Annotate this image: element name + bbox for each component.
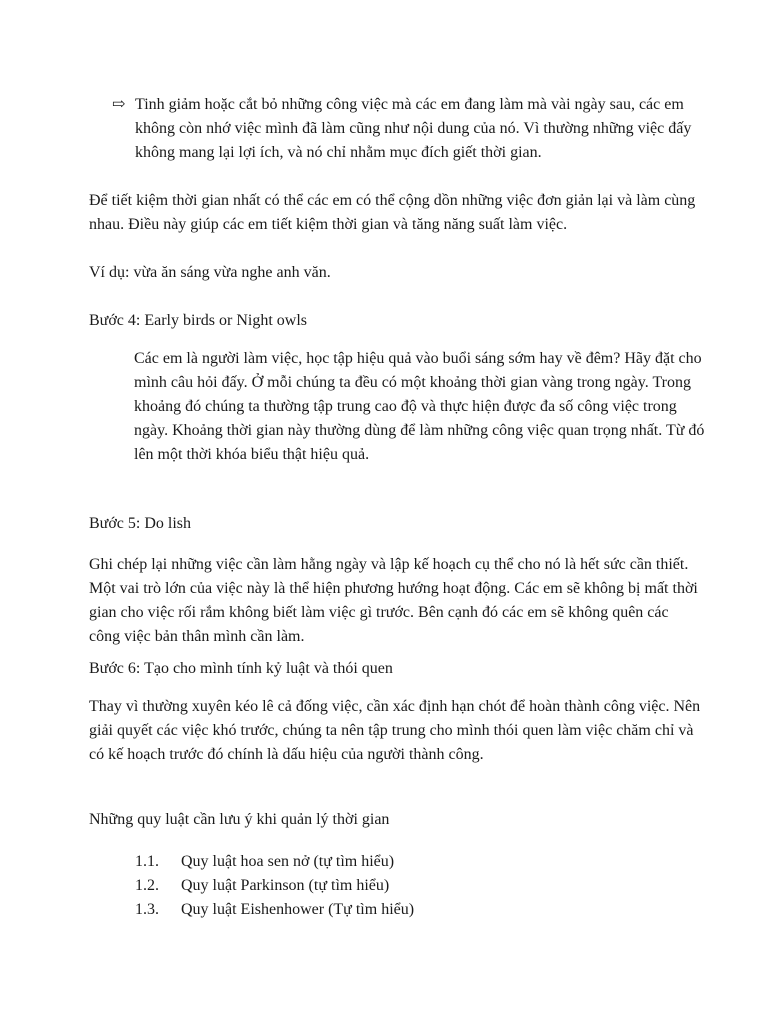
step6-body: Thay vì thường xuyên kéo lê cả đống việc, cần xác định hạn chót để hoàn thành công việc. Nên giải quyết các việc khó trước, chúng ta nên tập trung cho mình thói quen làm việc chăm chỉ và có kế hoạch trước đó chính là dấu hiệu của người thành công. bbox=[89, 698, 701, 763]
example-line: Ví dụ: vừa ăn sáng vừa nghe anh văn. bbox=[89, 264, 331, 281]
list-item-text: Quy luật Eishenhower (Tự tìm hiểu) bbox=[181, 901, 415, 918]
arrow-bullet-icon: ⇨ bbox=[112, 96, 126, 113]
step4-heading: Bước 4: Early birds or Night owls bbox=[89, 312, 307, 329]
list-item bbox=[135, 850, 615, 874]
list-item-number: 1.2. bbox=[135, 877, 159, 894]
bullet-item bbox=[112, 93, 702, 165]
tip-paragraph: Để tiết kiệm thời gian nhất có thể các em có thể cộng dồn những việc đơn giản lại và làm cùng nhau. Điều này giúp các em tiết kiệm thời gian và tăng năng suất làm việc. bbox=[89, 192, 696, 233]
list-item bbox=[135, 898, 615, 922]
rules-list bbox=[135, 850, 615, 922]
list-item bbox=[135, 874, 615, 898]
list-item-text: Quy luật Parkinson (tự tìm hiểu) bbox=[181, 877, 390, 894]
list-item-number: 1.1. bbox=[135, 853, 159, 870]
list-item-number: 1.3. bbox=[135, 901, 159, 918]
step6-heading: Bước 6: Tạo cho mình tính kỷ luật và thói quen bbox=[89, 660, 393, 677]
list-item-text: Quy luật hoa sen nở (tự tìm hiểu) bbox=[181, 853, 395, 870]
step5-heading: Bước 5: Do lish bbox=[89, 515, 192, 532]
step5-body: Ghi chép lại những việc cần làm hằng ngày và lập kế hoạch cụ thể cho nó là hết sức cần thiết. Một vai trò lớn của việc này là thể hiện phương hướng hoạt động. Các em sẽ không bị mất thời gian cho việc rối rắm không biết làm việc gì trước. Bên cạnh đó các em sẽ không quên các công việc bản thân mình cần làm. bbox=[89, 556, 698, 645]
rules-heading: Những quy luật cần lưu ý khi quản lý thời gian bbox=[89, 811, 390, 828]
step4-body: Các em là người làm việc, học tập hiệu quả vào buổi sáng sớm hay về đêm? Hãy đặt cho mình câu hỏi đấy. Ở mỗi chúng ta đều có một khoảng thời gian vàng trong ngày. Trong khoảng đó chúng ta thường tập trung cao độ và thực hiện được đa số công việc trong ngày. Khoảng thời gian này thường dùng để làm những công việc quan trọng nhất. Từ đó lên một thời khóa biểu thật hiệu quả. bbox=[134, 350, 705, 463]
bullet-text: Tinh giảm hoặc cắt bỏ những công việc mà các em đang làm mà vài ngày sau, các em không còn nhớ việc mình đã làm cũng như nội dung của nó. Vì thường những việc đấy không mang lại lợi ích, và nó chỉ nhằm mục đích giết thời gian. bbox=[135, 96, 692, 161]
